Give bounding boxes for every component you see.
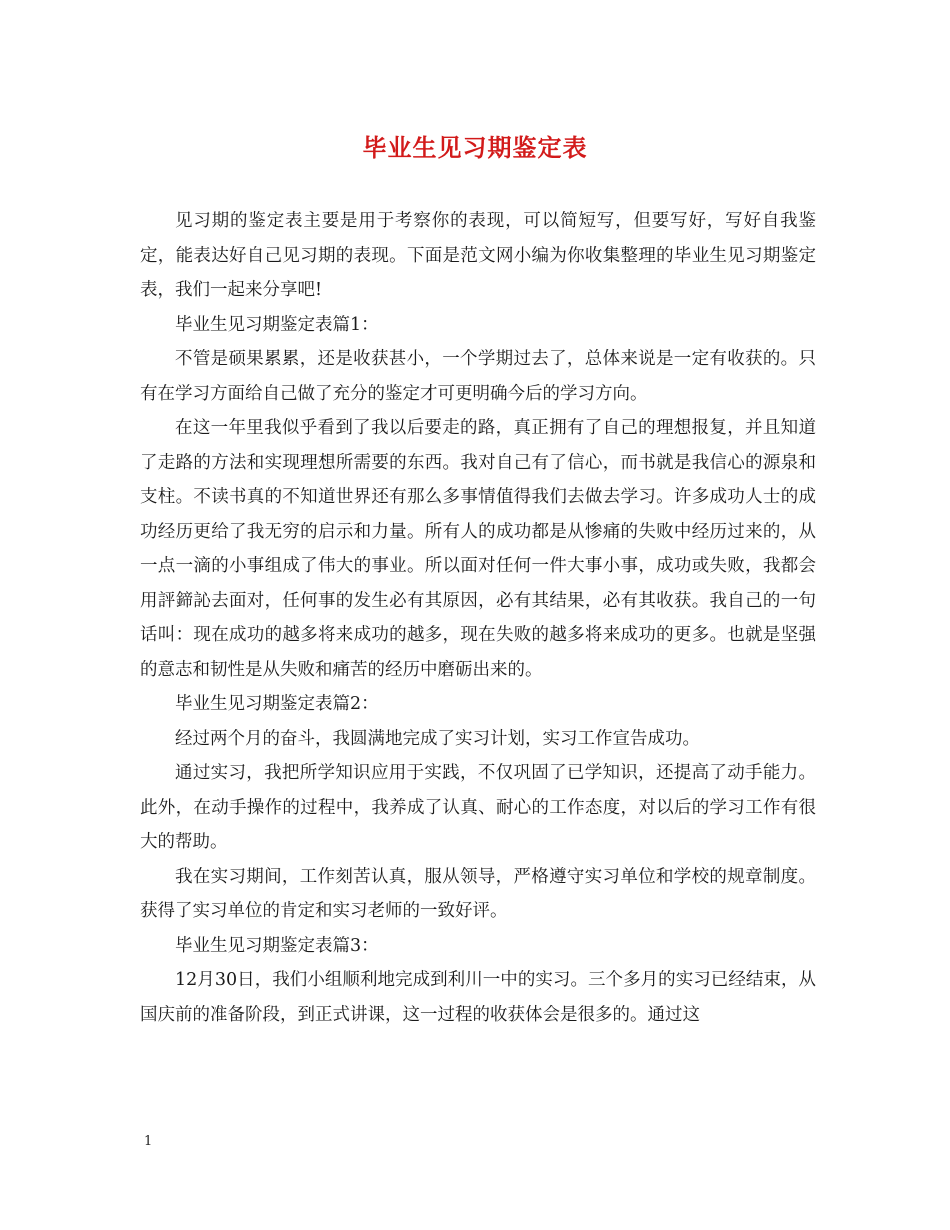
page-number: 1 xyxy=(144,1134,153,1149)
section-heading-2: 毕业生见习期鉴定表篇2： xyxy=(175,694,379,714)
paragraph: 经过两个月的奋斗，我圆满地完成了实习计划，实习工作宣告成功。 xyxy=(175,728,700,749)
paragraph: 通过实习，我把所学知识应用于实践，不仅巩固了已学知识，还提高了动手能力。此外，在动手操作的过程中，我养成了认真、耐心的工作态度，对以后的学习工作有很大的帮助。 xyxy=(140,763,816,852)
section-heading-3: 毕业生见习期鉴定表篇3： xyxy=(175,935,379,956)
paragraph-intro: 见习期的鉴定表主要是用于考察你的表现，可以简短写，但要写好，写好自我鉴定，能表达好自己见习期的表现。下面是范文网小编为你收集整理的毕业生见习期鉴定表，我们一起来分享吧! xyxy=(140,211,816,300)
paragraph: 12月30日，我们小组顺利地完成到利川一中的实习。三个多月的实习已经结束，从国庆前的准备阶段，到正式讲课，这一过程的收获体会是很多的。通过这 xyxy=(140,970,816,1025)
paragraph: 我在实习期间，工作刻苦认真，服从领导，严格遵守实习单位和学校的规章制度。获得了实习单位的肯定和实习老师的一致好评。 xyxy=(140,866,816,921)
document-title: 毕业生见习期鉴定表 xyxy=(362,133,588,162)
section-heading-1: 毕业生见习期鉴定表篇1： xyxy=(175,314,379,335)
document-body xyxy=(140,204,816,1032)
paragraph: 在这一年里我似乎看到了我以后要走的路，真正拥有了自己的理想报复，并且知道了走路的方法和实现理想所需要的东西。我对自己有了信心，而书就是我信心的源泉和支柱。不读书真的不知道世界还有那么多事情值得我们去做去学习。许多成功人士的成功经历更给了我无穷的启示和力量。所有人的成功都是从惨痛的失败中经历过来的，从一点一滴的小事组成了伟大的事业。所以面对任何一件大事小事，成功或失败，我都会用評鍗訫去面对，任何事的发生必有其原因，必有其结果，必有其收获。我自己的一句话叫：现在成功的越多将来成功的越多，现在失败的越多将来成功的更多。也就是坚强的意志和韧性是从失败和痛苦的经历中磨砺出来的。 xyxy=(140,418,816,680)
paragraph: 不管是硕果累累，还是收获甚小，一个学期过去了，总体来说是一定有收获的。只有在学习方面给自己做了充分的鉴定才可更明确今后的学习方向。 xyxy=(140,349,816,404)
